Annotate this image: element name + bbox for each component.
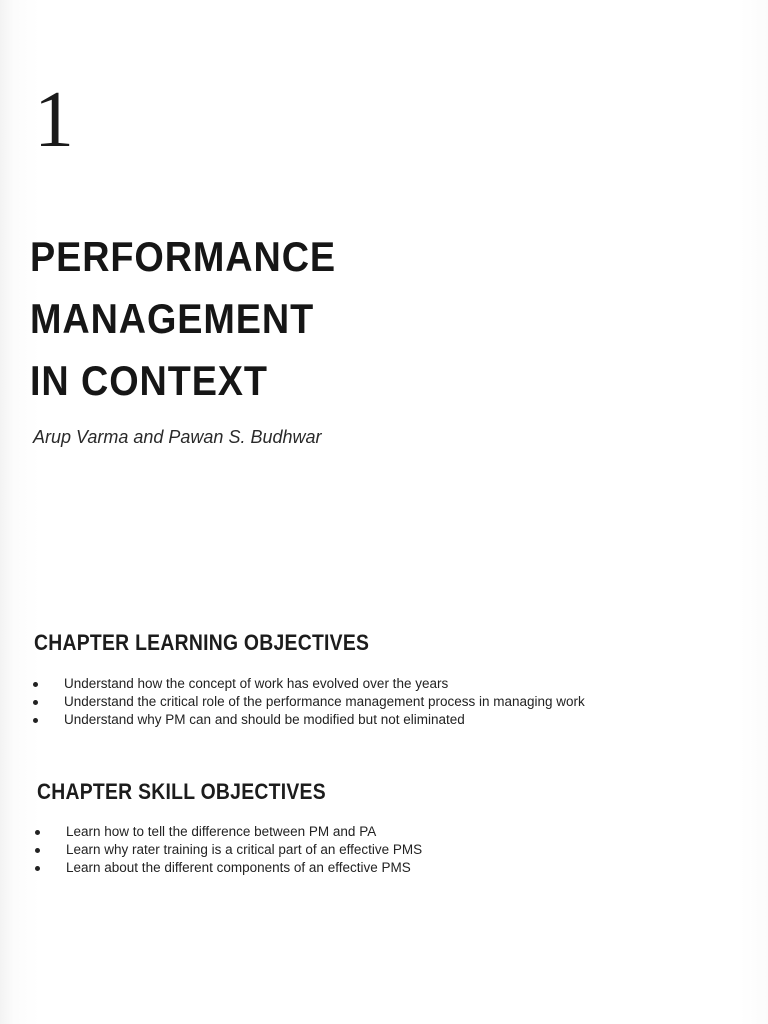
chapter-title-line: IN CONTEXT: [30, 357, 268, 404]
chapter-title: [30, 226, 408, 412]
list-item: [32, 859, 422, 877]
list-item: [32, 841, 422, 859]
list-item-text: Learn why rater training is a critical part of an effective PMS: [66, 842, 423, 857]
bullet-icon: [35, 866, 40, 871]
skill-objectives-list: [32, 823, 422, 877]
list-item: [30, 711, 585, 729]
bullet-icon: [33, 718, 38, 723]
skill-objectives-heading: CHAPTER SKILL OBJECTIVES: [37, 779, 326, 804]
learning-objectives-heading: CHAPTER LEARNING OBJECTIVES: [34, 630, 370, 655]
chapter-title-line: PERFORMANCE: [30, 233, 337, 280]
bullet-icon: [33, 700, 38, 705]
chapter-number: 1: [34, 76, 72, 164]
list-item-text: Understand how the concept of work has evolved over the years: [64, 676, 449, 691]
list-item-text: Learn about the different components of an effective PMS: [66, 860, 411, 875]
chapter-authors: Arup Varma and Pawan S. Budhwar: [33, 427, 322, 447]
chapter-title-line: MANAGEMENT: [30, 295, 315, 342]
list-item-text: Understand why PM can and should be modified but not eliminated: [64, 712, 465, 727]
list-item: [30, 675, 585, 693]
learning-objectives-list: [30, 675, 585, 729]
list-item-text: Understand the critical role of the performance management process in managing work: [64, 694, 585, 709]
list-item: [32, 823, 422, 841]
list-item-text: Learn how to tell the difference between PM and PA: [66, 824, 377, 839]
bullet-icon: [35, 830, 40, 835]
bullet-icon: [35, 848, 40, 853]
bullet-icon: [33, 682, 38, 687]
list-item: [30, 693, 585, 711]
